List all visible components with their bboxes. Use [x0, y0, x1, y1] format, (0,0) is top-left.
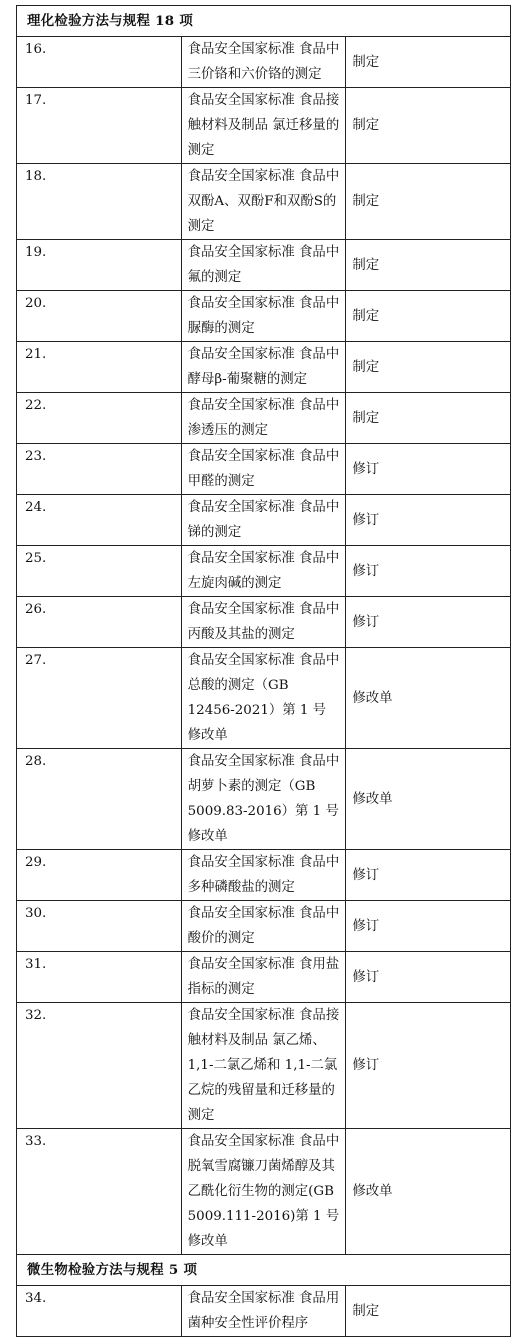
standards-table [16, 5, 511, 1337]
table-row [17, 342, 511, 393]
revision-type: 制定 [346, 240, 511, 291]
section-heading-row [17, 1255, 511, 1286]
table-row [17, 88, 511, 164]
table-row [17, 597, 511, 648]
revision-type: 修订 [346, 952, 511, 1003]
revision-type: 修订 [346, 597, 511, 648]
revision-type: 制定 [346, 291, 511, 342]
row-number: 20. [17, 291, 182, 342]
revision-type: 修改单 [346, 749, 511, 850]
revision-type: 修订 [346, 1003, 511, 1129]
standard-name: 食品安全国家标准 食品中脱氧雪腐镰刀菌烯醇及其乙酰化衍生物的测定(GB 5009.111-2016)第 1 号修改单 [181, 1129, 346, 1255]
row-number: 32. [17, 1003, 182, 1129]
row-number: 25. [17, 546, 182, 597]
row-number: 30. [17, 901, 182, 952]
standard-name: 食品安全国家标准 食品中脲酶的测定 [181, 291, 346, 342]
revision-type: 修订 [346, 444, 511, 495]
standard-name: 食品安全国家标准 食品中酸价的测定 [181, 901, 346, 952]
standard-name: 食品安全国家标准 食品中左旋肉碱的测定 [181, 546, 346, 597]
row-number: 33. [17, 1129, 182, 1255]
row-number: 27. [17, 648, 182, 749]
row-number: 19. [17, 240, 182, 291]
table-row [17, 1129, 511, 1255]
revision-type: 制定 [346, 88, 511, 164]
table-row [17, 901, 511, 952]
revision-type: 制定 [346, 1286, 511, 1337]
table-row [17, 850, 511, 901]
table-row [17, 1003, 511, 1129]
row-number: 17. [17, 88, 182, 164]
standard-name: 食品安全国家标准 食用盐指标的测定 [181, 952, 346, 1003]
table-row [17, 1286, 511, 1337]
revision-type: 修订 [346, 850, 511, 901]
table-row [17, 240, 511, 291]
table-row [17, 444, 511, 495]
table-row [17, 546, 511, 597]
row-number: 26. [17, 597, 182, 648]
standard-name: 食品安全国家标准 食品接触材料及制品 氯乙烯、1,1-二氯乙烯和 1,1-二氯乙烷的残留量和迁移量的测定 [181, 1003, 346, 1129]
row-number: 22. [17, 393, 182, 444]
row-number: 21. [17, 342, 182, 393]
row-number: 23. [17, 444, 182, 495]
standard-name: 食品安全国家标准 食品中多种磷酸盐的测定 [181, 850, 346, 901]
standard-name: 食品安全国家标准 食品中酵母β-葡聚糖的测定 [181, 342, 346, 393]
revision-type: 修改单 [346, 648, 511, 749]
revision-type: 制定 [346, 164, 511, 240]
row-number: 28. [17, 749, 182, 850]
row-number: 34. [17, 1286, 182, 1337]
standard-name: 食品安全国家标准 食品中锑的测定 [181, 495, 346, 546]
standard-name: 食品安全国家标准 食品接触材料及制品 氯迁移量的测定 [181, 88, 346, 164]
row-number: 29. [17, 850, 182, 901]
standard-name: 食品安全国家标准 食品用菌种安全性评价程序 [181, 1286, 346, 1337]
row-number: 24. [17, 495, 182, 546]
row-number: 18. [17, 164, 182, 240]
table-row [17, 648, 511, 749]
row-number: 31. [17, 952, 182, 1003]
revision-type: 制定 [346, 37, 511, 88]
standard-name: 食品安全国家标准 食品中渗透压的测定 [181, 393, 346, 444]
revision-type: 修改单 [346, 1129, 511, 1255]
standard-name: 食品安全国家标准 食品中双酚A、双酚F和双酚S的测定 [181, 164, 346, 240]
section-heading: 理化检验方法与规程 18 项 [17, 6, 511, 37]
revision-type: 修订 [346, 901, 511, 952]
table-row [17, 393, 511, 444]
standard-name: 食品安全国家标准 食品中丙酸及其盐的测定 [181, 597, 346, 648]
table-row [17, 749, 511, 850]
row-number: 16. [17, 37, 182, 88]
standard-name: 食品安全国家标准 食品中氟的测定 [181, 240, 346, 291]
table-row [17, 164, 511, 240]
section-heading-row [17, 6, 511, 37]
standard-name: 食品安全国家标准 食品中甲醛的测定 [181, 444, 346, 495]
standard-name: 食品安全国家标准 食品中三价铬和六价铬的测定 [181, 37, 346, 88]
standard-name: 食品安全国家标准 食品中胡萝卜素的测定（GB 5009.83-2016）第 1 号修改单 [181, 749, 346, 850]
standards-table-page [16, 5, 511, 1337]
table-row [17, 952, 511, 1003]
table-row [17, 37, 511, 88]
standard-name: 食品安全国家标准 食品中总酸的测定（GB 12456-2021）第 1 号修改单 [181, 648, 346, 749]
revision-type: 制定 [346, 342, 511, 393]
table-row [17, 291, 511, 342]
table-row [17, 495, 511, 546]
revision-type: 制定 [346, 393, 511, 444]
revision-type: 修订 [346, 495, 511, 546]
section-heading: 微生物检验方法与规程 5 项 [17, 1255, 511, 1286]
revision-type: 修订 [346, 546, 511, 597]
